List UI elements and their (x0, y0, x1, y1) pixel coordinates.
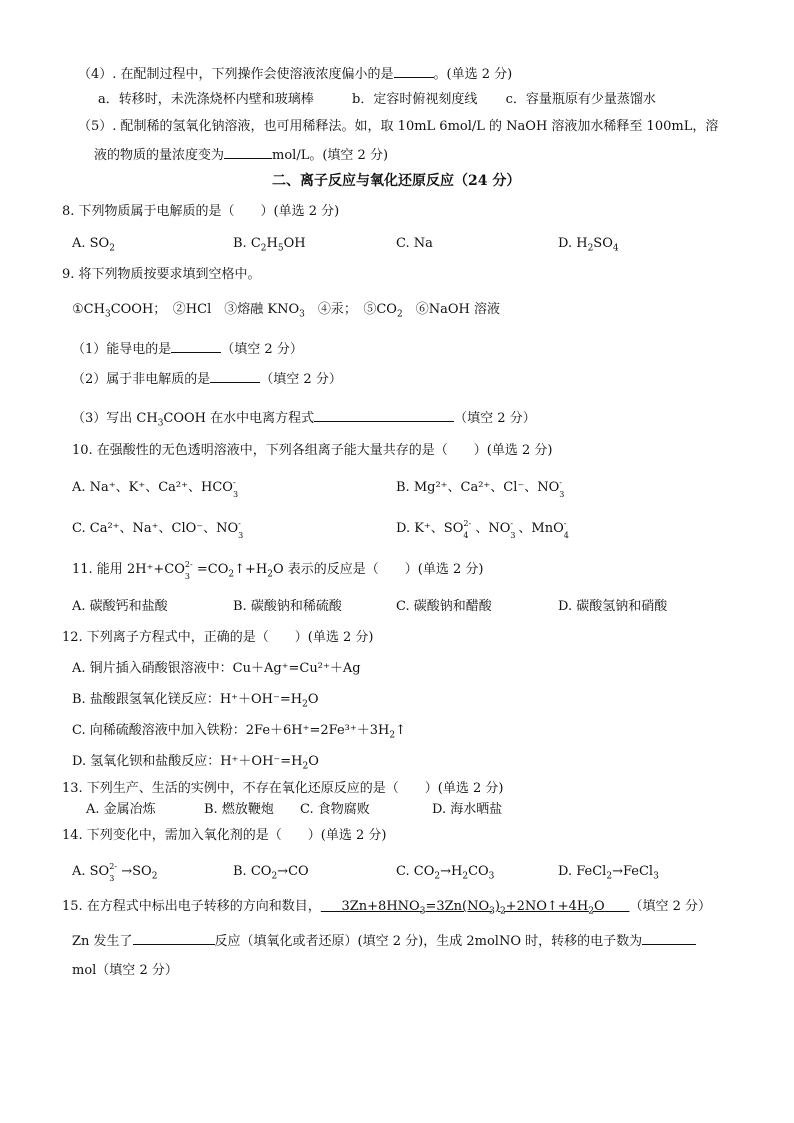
q10-option-d: D. K⁺、SO 2- 4 、NO - 3 、MnO - 4 (396, 519, 569, 540)
q12-stem: 12. 下列离子方程式中，正确的是（ ）(单选 2 分) (62, 630, 374, 645)
q8-option-a: A. $SO_2$ (72, 236, 115, 254)
q15-line3: mol（填空 2 分） (72, 963, 178, 978)
q13-option-b: B. 燃放鞭炮 (204, 802, 274, 817)
answer-blank[interactable] (642, 931, 696, 945)
section-title: 二、离子反应与氧化还原反应（24 分） (272, 173, 521, 189)
q10-option-c: C. Ca²⁺、Na⁺、ClO⁻、NO - 3 (72, 519, 244, 540)
q13-stem: 13. 下列生产、生活的实例中，不存在氧化还原反应的是（ ）(单选 2 分) (62, 781, 504, 796)
q9-stem: 9. 将下列物质按要求填到空格中。 (62, 267, 261, 282)
q8-option-c: C. Na (396, 236, 433, 251)
q14-option-b: B. $CO_2\to CO$ (233, 864, 309, 882)
answer-blank[interactable] (394, 64, 434, 78)
q15-line1: 15. 在方程式中标出电子转移的方向和数目， $3Zn+8HNO_3=3Zn(NO_3)_2+2NO↑+4H_2O$ （填空 2 分） (62, 899, 712, 917)
q11-option-b: B. 碳酸钠和稀硫酸 (233, 599, 342, 614)
q15-line2: Zn 发生了 反应（填氧化或者还原）(填空 2 分)，生成 2molNO 时，转移的电子数为 (72, 931, 696, 951)
answer-blank[interactable] (210, 369, 260, 383)
q14-option-c: C. $CO_2\to H_2CO_3$ (396, 864, 495, 882)
q13-option-d: D. 海水晒盐 (432, 802, 503, 817)
q11-stem: 11. 能用 2H⁺+CO 2- 3 $=CO_2↑+H_2O$ 表示的反应是（ ）(单选 2 分) (72, 560, 484, 581)
q9-substances: $①CH_3COOH$； ②HCl ③熔融 $KNO_3$ ④汞； $⑤CO_2$ ⑥NaOH 溶液 (72, 302, 500, 320)
q9-sub1: （1）能导电的是 （填空 2 分） (72, 339, 303, 359)
option-b: b．定容时俯视刻度线 (352, 92, 478, 107)
q10-stem: 10. 在强酸性的无色透明溶液中，下列各组离子能大量共存的是（ ）(单选 2 分) (72, 443, 553, 458)
q13-option-c: C. 食物腐败 (300, 802, 370, 817)
option-c: c．容量瓶原有少量蒸馏水 (505, 92, 656, 107)
q12-option-c: C. 向稀硫酸溶液中加入铁粉：$2Fe+6H^+=2Fe^{3+}+3H_2↑$ (72, 723, 406, 741)
q12-option-b: B. 盐酸跟氢氧化镁反应：$H^++OH^-=H_2O$ (72, 692, 319, 710)
q14-option-a: A. SO 2- 3 $\to SO_2$ (72, 862, 158, 883)
q8-option-b: B. $C_2H_5OH$ (233, 236, 306, 254)
q14-option-d: D. FeCl$_2$→FeCl$_3$ (558, 864, 659, 882)
q7-part4-stem: （4）. 在配制过程中，下列操作会使溶液浓度偏小的是 。(单选 2 分) (78, 64, 512, 84)
q12-option-d: D. 氢氧化钡和盐酸反应：$H^++OH^-=H_2O$ (72, 754, 319, 772)
q8-stem: 8. 下列物质属于电解质的是（ ）(单选 2 分) (62, 204, 340, 219)
q11-option-d: D. 碳酸氢钠和硝酸 (558, 599, 668, 614)
q11-option-c: C. 碳酸钠和醋酸 (396, 599, 492, 614)
q10-option-a: A. Na⁺、K⁺、Ca²⁺、HCO - 3 (72, 478, 239, 499)
q9-sub3: （3）写出 $CH_3COOH$ 在水中电离方程式 （填空 2 分） (72, 408, 536, 428)
answer-blank[interactable] (314, 408, 454, 422)
q9-sub2: （2）属于非电解质的是 （填空 2 分） (72, 369, 342, 389)
q12-option-a: A. 铜片插入硝酸银溶液中：Cu＋Ag⁺=Cu²⁺＋Ag (72, 661, 361, 676)
q13-option-a: A. 金属冶炼 (86, 802, 156, 817)
q14-stem: 14. 下列变化中，需加入氧化剂的是（ ）(单选 2 分) (62, 828, 387, 843)
q8-option-d: D. $H_2SO_4$ (558, 236, 619, 254)
q7-part5-line1: （5）. 配制稀的氢氧化钠溶液，也可用稀释法。如，取 10mL 6mol/L 的 NaOH 溶液加水稀释至 100mL，溶 (78, 119, 719, 134)
q7-part4-options (98, 91, 656, 109)
reaction-equation[interactable]: $3Zn+8HNO_3=3Zn(NO_3)_2+2NO↑+4H_2O$ (341, 899, 605, 917)
q10-option-b: B. Mg²⁺、Ca²⁺、Cl⁻、NO - 3 (396, 478, 565, 499)
answer-blank[interactable] (133, 931, 215, 945)
option-a: a．转移时，未洗涤烧杯内壁和玻璃棒 (98, 92, 314, 107)
answer-blank[interactable] (224, 145, 272, 159)
q11-option-a: A. 碳酸钙和盐酸 (72, 599, 168, 614)
q7-part5-line2: 液的物质的量浓度变为 mol/L。(填空 2 分) (94, 145, 388, 165)
answer-blank[interactable] (171, 339, 221, 353)
